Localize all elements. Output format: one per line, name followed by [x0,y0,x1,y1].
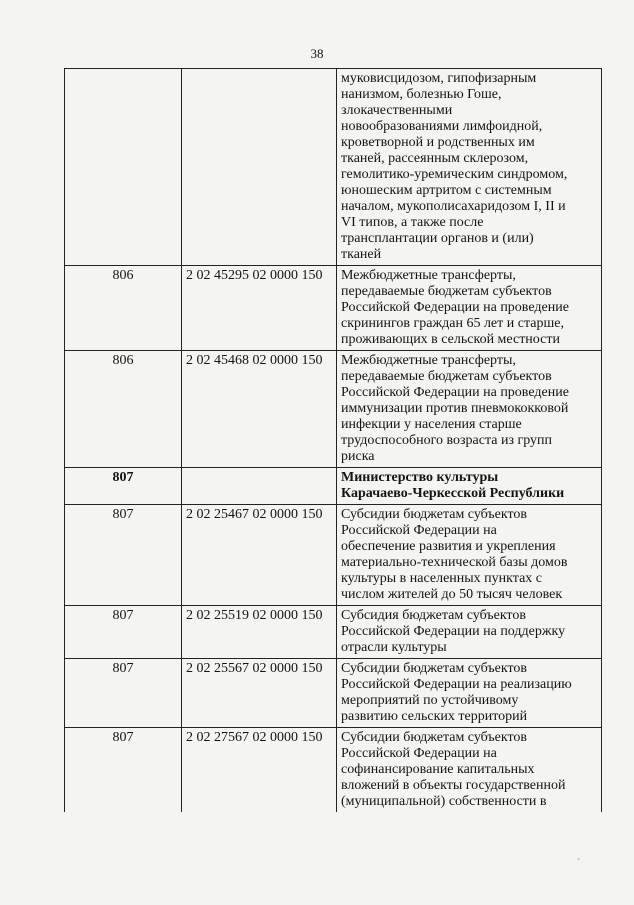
description-line: VI типов, а также после [341,215,484,230]
budget-classification-code-cell [182,468,337,505]
admin-code-cell: 807 [65,728,182,813]
description-line: Российской Федерации на проведение [341,385,569,400]
budget-classification-code-cell: 2 02 25519 02 0000 150 [182,606,337,659]
description-line: трансплантации органов и (или) [341,231,534,246]
budget-classification-code-cell: 2 02 25567 02 0000 150 [182,659,337,728]
description-line: числом жителей до 50 тысяч человек [341,587,563,602]
revenue-description-cell [337,606,602,659]
table-body [65,69,602,813]
table-row [65,606,602,659]
budget-classification-code-cell: 2 02 45295 02 0000 150 [182,266,337,351]
description-line: материально-технической базы домов [341,555,568,570]
description-line: Карачаево-Черкесской Республики [341,486,565,501]
description-line: культуры в населенных пунктах с [341,571,542,586]
description-line: вложений в объекты государственной [341,778,566,793]
budget-classification-code-cell: 2 02 27567 02 0000 150 [182,728,337,813]
budget-classification-code-cell: 2 02 45468 02 0000 150 [182,351,337,468]
description-line: юношеским артритом с системным [341,183,552,198]
budget-classification-code-cell [182,69,337,266]
description-line: Субсидии бюджетам субъектов [341,730,528,745]
revenue-description-cell [337,505,602,606]
description-line: отрасли культуры [341,640,447,655]
description-line: Российской Федерации на реализацию [341,677,572,692]
description-line: Межбюджетные трансферты, [341,268,516,283]
table-row [65,659,602,728]
revenue-description-cell [337,69,602,266]
admin-code-cell: 806 [65,351,182,468]
admin-code-cell: 807 [65,606,182,659]
description-line: Российской Федерации на [341,523,497,538]
description-line: (муниципальной) собственности в [341,794,547,809]
description-line: началом, мукополисахаридозом I, II и [341,199,566,214]
admin-code-cell [65,69,182,266]
description-line: тканей, рассеянным склерозом, [341,151,529,166]
description-line: проживающих в сельской местности [341,332,560,347]
description-line: трудоспособного возраста из групп [341,433,553,448]
budget-classification-code-cell: 2 02 25467 02 0000 150 [182,505,337,606]
description-line: Министерство культуры [341,470,499,485]
description-line: Российской Федерации на [341,746,497,761]
description-line: риска [341,449,375,464]
table-row [65,69,602,266]
revenue-description-cell [337,351,602,468]
table-row [65,728,602,813]
description-line: Межбюджетные трансферты, [341,353,516,368]
description-line: новообразованиями лимфоидной, [341,119,543,134]
description-line: Российской Федерации на поддержку [341,624,566,639]
revenue-description-cell [337,659,602,728]
description-line: злокачественными [341,103,453,118]
description-line: скринингов граждан 65 лет и старше, [341,316,564,331]
description-line: софинансирование капитальных [341,762,535,777]
admin-code-cell: 806 [65,266,182,351]
admin-code-cell: 807 [65,505,182,606]
description-line: передаваемые бюджетам субъектов [341,369,552,384]
description-line: Российской Федерации на проведение [341,300,569,315]
description-line: тканей [341,247,382,262]
description-line: иммунизации против пневмококковой [341,401,569,416]
description-line: обеспечение развития и укрепления [341,539,556,554]
description-line: нанизмом, болезнью Гоше, [341,87,502,102]
description-line: Субсидии бюджетам субъектов [341,661,528,676]
description-line: передаваемые бюджетам субъектов [341,284,552,299]
admin-code-cell: 807 [65,659,182,728]
table-row [65,266,602,351]
scan-mark: ` [577,858,581,869]
description-line: мероприятий по устойчивому [341,693,519,708]
description-line: развитию сельских территорий [341,709,528,724]
table-row [65,468,602,505]
table-row [65,351,602,468]
description-line: Субсидия бюджетам субъектов [341,608,526,623]
revenue-description-cell [337,728,602,813]
page-number: 38 [310,46,324,61]
description-line: гемолитико-уремическим синдромом, [341,167,568,182]
description-line: Субсидии бюджетам субъектов [341,507,528,522]
admin-code-cell: 807 [65,468,182,505]
revenue-description-cell [337,266,602,351]
description-line: инфекции у населения старше [341,417,522,432]
description-line: муковисцидозом, гипофизарным [341,71,537,86]
description-line: кроветворной и родственных им [341,135,535,150]
table-row [65,505,602,606]
revenue-description-cell [337,468,602,505]
budget-revenue-table [64,68,602,812]
